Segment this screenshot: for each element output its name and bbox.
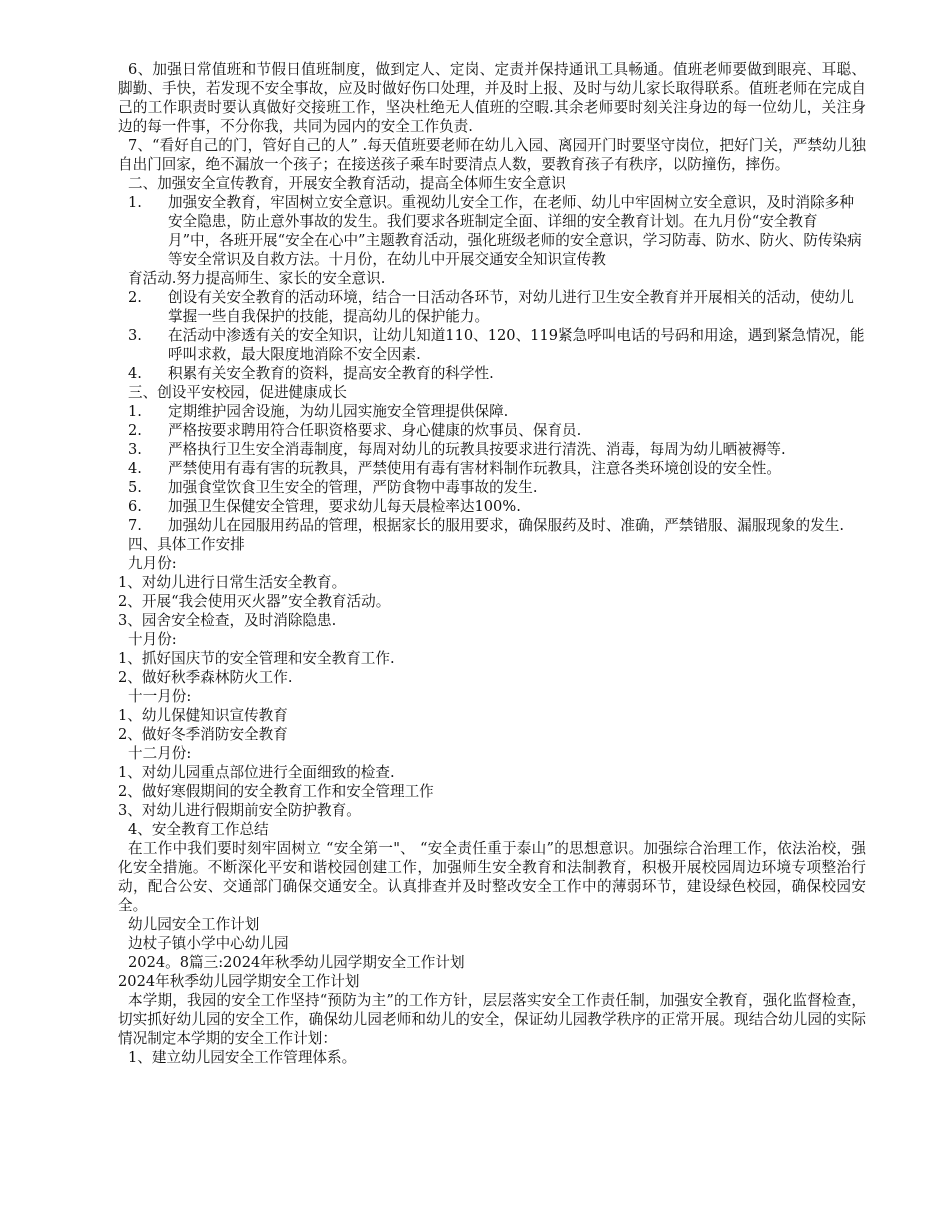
month-september: 九月份: [128, 555, 177, 572]
plan-item: 3、对幼儿进行假期前安全防护教育。 [118, 802, 361, 819]
list-item [118, 402, 866, 421]
plan-item: 1、幼儿保健知识宣传教育 [118, 707, 288, 724]
plan-item-first: 1、建立幼儿园安全工作管理体系。 [128, 1049, 357, 1066]
item-number: 2. [128, 422, 142, 439]
plan-item: 2、做好冬季消防安全教育 [118, 726, 288, 743]
item-text: 加强卫生保健安全管理，要求幼儿每天晨检率达100%. [168, 498, 521, 515]
paragraph-duty: 6、加强日常值班和节假日值班制度，做到定人、定岗、定责并保持通讯工具畅通。值班老师要做到眼亮、耳聪、脚勤、手快，若发现不安全事故，应及时做好伤口处理，并及时上报、及时与幼儿家长取得联系。值班老师在完成自己的工作职责时要认真做好交接班工作，坚决杜绝无人值班的空暇.其余老师要时刻关注身边的每一位幼儿，关注身边的每一件事，不分你我，共同为园内的安全工作负责. [118, 61, 866, 135]
list-item [118, 459, 866, 478]
plan-item: 1、对幼儿进行日常生活安全教育。 [118, 574, 347, 591]
list-item [118, 478, 866, 497]
item-number: 5. [128, 479, 142, 496]
plan-item: 3、园舍安全检查，及时消除隐患. [118, 612, 337, 629]
paragraph-gate: 7、“看好自己的门，管好自己的人” .每天值班要老师在幼儿入园、离园开门时要坚守岗位，把好门关，严禁幼儿独自出门回家，绝不漏放一个孩子；在接送孩子乘车时要清点人数，要教育孩子有秩序，以防撞伤，摔伤。 [118, 137, 866, 173]
item-text: 定期维护园舍设施，为幼儿园实施安全管理提供保障. [168, 403, 509, 420]
item-text: 严格按要求聘用符合任职资格要求、身心健康的炊事员、保育员. [168, 422, 582, 439]
plan-item: 1、抓好国庆节的安全管理和安全教育工作. [118, 650, 395, 667]
plan-item: 1、对幼儿园重点部位进行全面细致的检查. [118, 764, 395, 781]
month-november: 十一月份: [128, 688, 192, 705]
item-text: 在活动中渗透有关的安全知识，让幼儿知道110、120、119紧急呼叫电话的号码和用途，遇到紧急情况，能呼叫求救，最大限度地消除不安全因素. [168, 327, 865, 363]
plan-item: 2、做好秋季森林防火工作. [118, 669, 293, 686]
month-december: 十二月份: [128, 745, 192, 762]
item-text: 严格执行卫生安全消毒制度，每周对幼儿的玩教具按要求进行清洗、消毒，每周为幼儿晒被褥等. [168, 441, 786, 458]
item-number: 1. [128, 194, 142, 211]
item-number: 4. [128, 365, 142, 382]
item-text: 加强安全教育，牢固树立安全意识。重视幼儿安全工作，在老师、幼儿中牢固树立安全意识，及时消除多种安全隐患，防止意外事故的发生。我们要求各班制定全面、详细的安全教育计划。在九月份“安全教育月”中，各班开展“安全在心中”主题教育活动，强化班级老师的安全意识，学习防毒、防水、防火、防传染病等安全常识及自救方法。十月份，在幼儿中开展交通安全知识宣传教 [168, 194, 862, 268]
item-text: 加强食堂饮食卫生安全的管理，严防食物中毒事故的发生. [168, 479, 538, 496]
list-item [118, 440, 866, 459]
list-item [118, 516, 866, 535]
item-text: 严禁使用有毒有害的玩教具，严禁使用有毒有害材料制作玩教具，注意各类环境创设的安全性。 [168, 460, 781, 477]
item-number: 3. [128, 441, 142, 458]
list-item [118, 288, 866, 326]
month-october: 十月份: [128, 631, 177, 648]
item-number: 6. [128, 498, 142, 515]
item-number: 1. [128, 403, 142, 420]
paragraph-intro: 本学期，我园的安全工作坚持“预防为主”的工作方针，层层落实安全工作责任制，加强安全教育，强化监督检查，切实抓好幼儿园的安全工作，确保幼儿园老师和幼儿的安全，保证幼儿园教学秩序的正常开展。现结合幼儿园的实际情况制定本学期的安全工作计划： [118, 992, 866, 1047]
signature-date: 2024。8篇三:2024年秋季幼儿园学期安全工作计划 [128, 954, 465, 971]
item-number: 3. [128, 327, 142, 344]
item-number: 4. [128, 460, 142, 477]
list-item [118, 421, 866, 440]
paragraph-summary: 在工作中我们要时刻牢固树立 “安全第一"、 “安全责任重于泰山”的思想意识。加强综合治理工作，依法治校，强化安全措施。不断深化平安和谐校园创建工作，加强师生安全教育和法制教育，积极开展校园周边环境专项整治行动，配合公安、交通部门确保交通安全。认真排查并及时整改安全工作中的薄弱环节，建设绿色校园，确保校园安全。 [118, 840, 866, 914]
item-number: 2. [128, 289, 142, 306]
plan-item: 2、开展“我会使用灭火器”安全教育活动。 [118, 593, 391, 610]
signature-school: 边杖子镇小学中心幼儿园 [128, 935, 289, 952]
list-item [118, 326, 866, 364]
item-number: 7. [128, 517, 142, 534]
item-text: 创设有关安全教育的活动环境，结合一日活动各环节，对幼儿进行卫生安全教育并开展相关的活动，使幼儿掌握一些自我保护的技能，提高幼儿的保护能力。 [168, 289, 854, 325]
plan-item: 2、做好寒假期间的安全教育工作和安全管理工作 [118, 783, 434, 800]
plan-item-summary: 4、安全教育工作总结 [128, 821, 269, 838]
item-continuation: 育活动.努力提高师生、家长的安全意识. [128, 270, 386, 287]
list-item [118, 497, 866, 516]
item-text: 积累有关安全教育的资料，提高安全教育的科学性. [168, 365, 494, 382]
document-page [118, 60, 866, 1067]
section-heading-2: 二、加强安全宣传教育，开展安全教育活动，提高全体师生安全意识 [128, 175, 566, 192]
list-item [118, 193, 866, 269]
list-item [118, 364, 866, 383]
document-title-2: 2024年秋季幼儿园学期安全工作计划 [118, 973, 360, 990]
signature-title: 幼儿园安全工作计划 [128, 916, 260, 933]
item-text: 加强幼儿在园服用药品的管理，根据家长的服用要求，确保服药及时、准确，严禁错服、漏服现象的发生. [168, 517, 844, 534]
section-heading-3: 三、创设平安校园，促进健康成长 [128, 384, 347, 401]
section-heading-4: 四、具体工作安排 [128, 536, 245, 553]
